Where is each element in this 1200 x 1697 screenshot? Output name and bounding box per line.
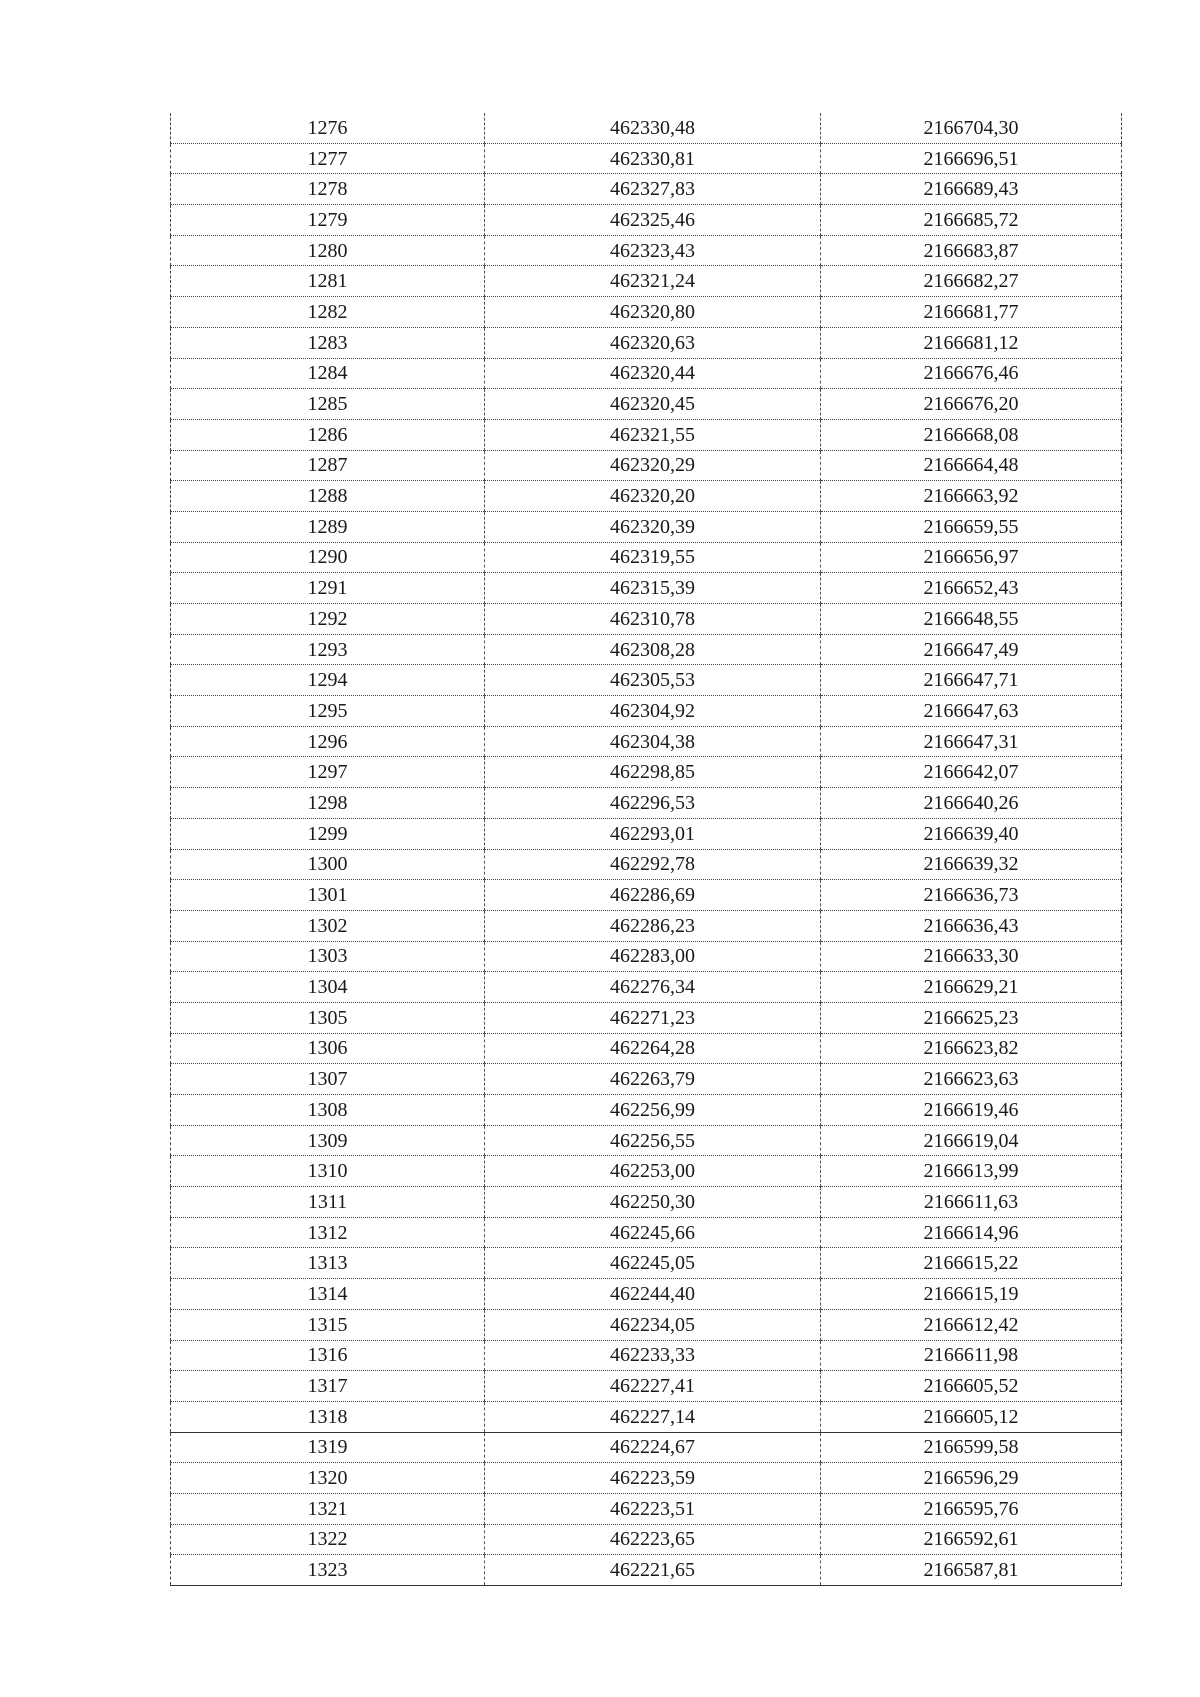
table-row: [171, 389, 1122, 420]
point-number-cell: 1307: [171, 1064, 485, 1095]
point-number-cell: 1293: [171, 634, 485, 665]
table-row: [171, 634, 1122, 665]
table-row: [171, 1493, 1122, 1524]
x-coordinate-cell: 462271,23: [485, 1002, 821, 1033]
table-row: [171, 1309, 1122, 1340]
y-coordinate-cell: 2166605,52: [821, 1371, 1122, 1402]
table-row: [171, 818, 1122, 849]
x-coordinate-cell: 462298,85: [485, 757, 821, 788]
point-number-cell: 1296: [171, 726, 485, 757]
x-coordinate-cell: 462321,55: [485, 419, 821, 450]
y-coordinate-cell: 2166647,63: [821, 696, 1122, 727]
table-row: [171, 1524, 1122, 1555]
y-coordinate-cell: 2166592,61: [821, 1524, 1122, 1555]
y-coordinate-cell: 2166639,40: [821, 818, 1122, 849]
y-coordinate-cell: 2166663,92: [821, 481, 1122, 512]
table-row: [171, 941, 1122, 972]
point-number-cell: 1311: [171, 1187, 485, 1218]
point-number-cell: 1287: [171, 450, 485, 481]
x-coordinate-cell: 462286,23: [485, 910, 821, 941]
x-coordinate-cell: 462320,44: [485, 358, 821, 389]
table-row: [171, 481, 1122, 512]
y-coordinate-cell: 2166633,30: [821, 941, 1122, 972]
x-coordinate-cell: 462256,99: [485, 1095, 821, 1126]
x-coordinate-cell: 462320,29: [485, 450, 821, 481]
point-number-cell: 1282: [171, 297, 485, 328]
y-coordinate-cell: 2166696,51: [821, 143, 1122, 174]
y-coordinate-cell: 2166636,73: [821, 880, 1122, 911]
table-row: [171, 1156, 1122, 1187]
x-coordinate-cell: 462244,40: [485, 1279, 821, 1310]
point-number-cell: 1302: [171, 910, 485, 941]
table-row: [171, 696, 1122, 727]
table-row: [171, 266, 1122, 297]
x-coordinate-cell: 462264,28: [485, 1033, 821, 1064]
table-row: [171, 235, 1122, 266]
y-coordinate-cell: 2166656,97: [821, 542, 1122, 573]
table-row: [171, 542, 1122, 573]
x-coordinate-cell: 462224,67: [485, 1432, 821, 1463]
table-row: [171, 1125, 1122, 1156]
table-row: [171, 910, 1122, 941]
point-number-cell: 1298: [171, 788, 485, 819]
table-row: [171, 113, 1122, 143]
x-coordinate-cell: 462233,33: [485, 1340, 821, 1371]
y-coordinate-cell: 2166647,31: [821, 726, 1122, 757]
table-row: [171, 972, 1122, 1003]
x-coordinate-cell: 462323,43: [485, 235, 821, 266]
point-number-cell: 1306: [171, 1033, 485, 1064]
x-coordinate-cell: 462245,66: [485, 1217, 821, 1248]
point-number-cell: 1286: [171, 419, 485, 450]
table-row: [171, 726, 1122, 757]
x-coordinate-cell: 462286,69: [485, 880, 821, 911]
table-row: [171, 1002, 1122, 1033]
y-coordinate-cell: 2166704,30: [821, 113, 1122, 143]
point-number-cell: 1297: [171, 757, 485, 788]
table-row: [171, 1248, 1122, 1279]
table-row: [171, 511, 1122, 542]
x-coordinate-cell: 462296,53: [485, 788, 821, 819]
point-number-cell: 1290: [171, 542, 485, 573]
x-coordinate-cell: 462304,92: [485, 696, 821, 727]
table-row: [171, 1371, 1122, 1402]
x-coordinate-cell: 462276,34: [485, 972, 821, 1003]
y-coordinate-cell: 2166681,77: [821, 297, 1122, 328]
point-number-cell: 1323: [171, 1555, 485, 1586]
y-coordinate-cell: 2166636,43: [821, 910, 1122, 941]
x-coordinate-cell: 462256,55: [485, 1125, 821, 1156]
x-coordinate-cell: 462263,79: [485, 1064, 821, 1095]
table-row: [171, 1279, 1122, 1310]
x-coordinate-cell: 462320,63: [485, 327, 821, 358]
point-number-cell: 1318: [171, 1401, 485, 1432]
y-coordinate-cell: 2166659,55: [821, 511, 1122, 542]
table-row: [171, 1187, 1122, 1218]
x-coordinate-cell: 462283,00: [485, 941, 821, 972]
y-coordinate-cell: 2166652,43: [821, 573, 1122, 604]
y-coordinate-cell: 2166668,08: [821, 419, 1122, 450]
table-row: [171, 849, 1122, 880]
point-number-cell: 1304: [171, 972, 485, 1003]
y-coordinate-cell: 2166619,04: [821, 1125, 1122, 1156]
y-coordinate-cell: 2166682,27: [821, 266, 1122, 297]
y-coordinate-cell: 2166615,22: [821, 1248, 1122, 1279]
x-coordinate-cell: 462223,51: [485, 1493, 821, 1524]
table-row: [171, 174, 1122, 205]
table-row: [171, 358, 1122, 389]
x-coordinate-cell: 462304,38: [485, 726, 821, 757]
point-number-cell: 1315: [171, 1309, 485, 1340]
point-number-cell: 1289: [171, 511, 485, 542]
point-number-cell: 1314: [171, 1279, 485, 1310]
point-number-cell: 1300: [171, 849, 485, 880]
table-row: [171, 327, 1122, 358]
point-number-cell: 1292: [171, 604, 485, 635]
point-number-cell: 1299: [171, 818, 485, 849]
x-coordinate-cell: 462308,28: [485, 634, 821, 665]
x-coordinate-cell: 462253,00: [485, 1156, 821, 1187]
table-row: [171, 1555, 1122, 1586]
y-coordinate-cell: 2166615,19: [821, 1279, 1122, 1310]
point-number-cell: 1276: [171, 113, 485, 143]
x-coordinate-cell: 462319,55: [485, 542, 821, 573]
point-number-cell: 1283: [171, 327, 485, 358]
table-row: [171, 665, 1122, 696]
y-coordinate-cell: 2166629,21: [821, 972, 1122, 1003]
point-number-cell: 1279: [171, 205, 485, 236]
x-coordinate-cell: 462320,20: [485, 481, 821, 512]
point-number-cell: 1319: [171, 1432, 485, 1463]
table-row: [171, 1217, 1122, 1248]
table-row: [171, 788, 1122, 819]
point-number-cell: 1310: [171, 1156, 485, 1187]
table-row: [171, 143, 1122, 174]
x-coordinate-cell: 462321,24: [485, 266, 821, 297]
x-coordinate-cell: 462320,45: [485, 389, 821, 420]
point-number-cell: 1291: [171, 573, 485, 604]
point-number-cell: 1321: [171, 1493, 485, 1524]
table-row: [171, 1463, 1122, 1494]
x-coordinate-cell: 462315,39: [485, 573, 821, 604]
point-number-cell: 1285: [171, 389, 485, 420]
coordinates-table: [170, 113, 1122, 1586]
point-number-cell: 1281: [171, 266, 485, 297]
point-number-cell: 1295: [171, 696, 485, 727]
y-coordinate-cell: 2166613,99: [821, 1156, 1122, 1187]
y-coordinate-cell: 2166639,32: [821, 849, 1122, 880]
y-coordinate-cell: 2166642,07: [821, 757, 1122, 788]
y-coordinate-cell: 2166623,63: [821, 1064, 1122, 1095]
point-number-cell: 1278: [171, 174, 485, 205]
table-row: [171, 757, 1122, 788]
x-coordinate-cell: 462320,80: [485, 297, 821, 328]
y-coordinate-cell: 2166685,72: [821, 205, 1122, 236]
table-row: [171, 604, 1122, 635]
x-coordinate-cell: 462330,48: [485, 113, 821, 143]
y-coordinate-cell: 2166614,96: [821, 1217, 1122, 1248]
y-coordinate-cell: 2166676,20: [821, 389, 1122, 420]
x-coordinate-cell: 462330,81: [485, 143, 821, 174]
x-coordinate-cell: 462227,41: [485, 1371, 821, 1402]
point-number-cell: 1320: [171, 1463, 485, 1494]
y-coordinate-cell: 2166664,48: [821, 450, 1122, 481]
x-coordinate-cell: 462305,53: [485, 665, 821, 696]
x-coordinate-cell: 462292,78: [485, 849, 821, 880]
table-row: [171, 297, 1122, 328]
y-coordinate-cell: 2166648,55: [821, 604, 1122, 635]
point-number-cell: 1316: [171, 1340, 485, 1371]
y-coordinate-cell: 2166625,23: [821, 1002, 1122, 1033]
y-coordinate-cell: 2166676,46: [821, 358, 1122, 389]
table-row: [171, 450, 1122, 481]
x-coordinate-cell: 462245,05: [485, 1248, 821, 1279]
y-coordinate-cell: 2166612,42: [821, 1309, 1122, 1340]
y-coordinate-cell: 2166596,29: [821, 1463, 1122, 1494]
y-coordinate-cell: 2166689,43: [821, 174, 1122, 205]
coordinates-table-body: [171, 113, 1122, 1586]
y-coordinate-cell: 2166619,46: [821, 1095, 1122, 1126]
table-row: [171, 419, 1122, 450]
table-row: [171, 1064, 1122, 1095]
y-coordinate-cell: 2166611,98: [821, 1340, 1122, 1371]
x-coordinate-cell: 462221,65: [485, 1555, 821, 1586]
y-coordinate-cell: 2166623,82: [821, 1033, 1122, 1064]
y-coordinate-cell: 2166599,58: [821, 1432, 1122, 1463]
point-number-cell: 1294: [171, 665, 485, 696]
point-number-cell: 1303: [171, 941, 485, 972]
y-coordinate-cell: 2166681,12: [821, 327, 1122, 358]
point-number-cell: 1309: [171, 1125, 485, 1156]
y-coordinate-cell: 2166595,76: [821, 1493, 1122, 1524]
point-number-cell: 1288: [171, 481, 485, 512]
table-row: [171, 880, 1122, 911]
table-row: [171, 1401, 1122, 1432]
y-coordinate-cell: 2166605,12: [821, 1401, 1122, 1432]
y-coordinate-cell: 2166647,71: [821, 665, 1122, 696]
x-coordinate-cell: 462293,01: [485, 818, 821, 849]
x-coordinate-cell: 462250,30: [485, 1187, 821, 1218]
point-number-cell: 1322: [171, 1524, 485, 1555]
x-coordinate-cell: 462234,05: [485, 1309, 821, 1340]
y-coordinate-cell: 2166611,63: [821, 1187, 1122, 1218]
point-number-cell: 1317: [171, 1371, 485, 1402]
y-coordinate-cell: 2166640,26: [821, 788, 1122, 819]
x-coordinate-cell: 462310,78: [485, 604, 821, 635]
x-coordinate-cell: 462325,46: [485, 205, 821, 236]
point-number-cell: 1312: [171, 1217, 485, 1248]
point-number-cell: 1301: [171, 880, 485, 911]
x-coordinate-cell: 462223,59: [485, 1463, 821, 1494]
point-number-cell: 1313: [171, 1248, 485, 1279]
table-row: [171, 1432, 1122, 1463]
table-row: [171, 205, 1122, 236]
x-coordinate-cell: 462227,14: [485, 1401, 821, 1432]
point-number-cell: 1284: [171, 358, 485, 389]
x-coordinate-cell: 462327,83: [485, 174, 821, 205]
table-row: [171, 1340, 1122, 1371]
table-row: [171, 1095, 1122, 1126]
point-number-cell: 1280: [171, 235, 485, 266]
point-number-cell: 1305: [171, 1002, 485, 1033]
x-coordinate-cell: 462320,39: [485, 511, 821, 542]
x-coordinate-cell: 462223,65: [485, 1524, 821, 1555]
y-coordinate-cell: 2166647,49: [821, 634, 1122, 665]
y-coordinate-cell: 2166587,81: [821, 1555, 1122, 1586]
table-row: [171, 1033, 1122, 1064]
table-row: [171, 573, 1122, 604]
y-coordinate-cell: 2166683,87: [821, 235, 1122, 266]
point-number-cell: 1308: [171, 1095, 485, 1126]
point-number-cell: 1277: [171, 143, 485, 174]
